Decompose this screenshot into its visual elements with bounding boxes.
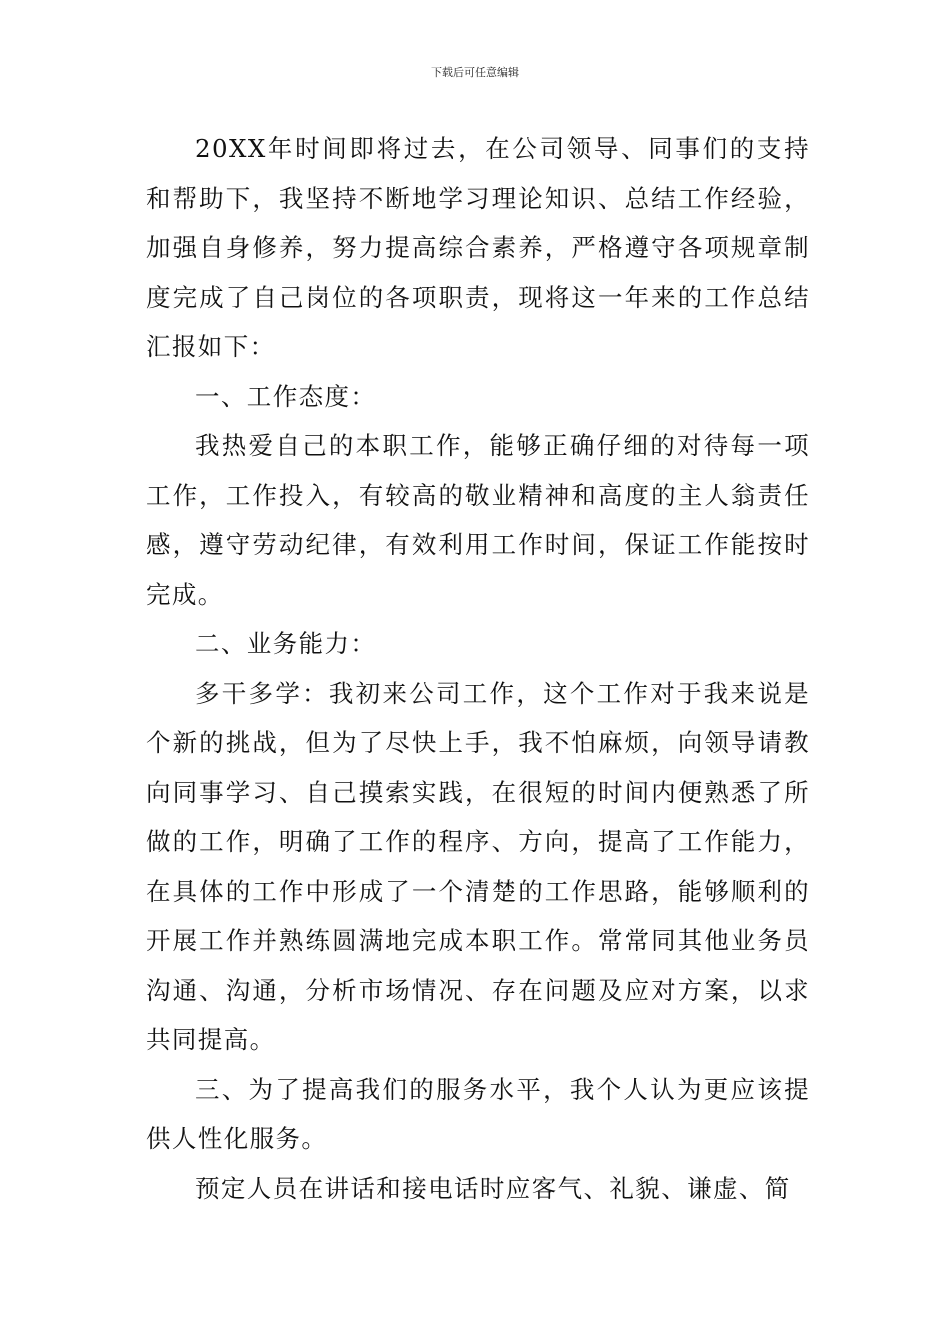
document-body — [146, 124, 810, 1213]
section-heading-business-ability: 二、业务能力： — [195, 629, 377, 658]
section-heading-service: 三、为了提高我们的服务水平，我个人认为更应该提供人性化服务。 — [146, 1074, 810, 1153]
page-header-note: 下载后可任意编辑 — [431, 66, 519, 79]
work-attitude-paragraph: 我热爱自己的本职工作，能够正确仔细的对待每一项工作，工作投入，有较高的敬业精神和高度的主人翁责任感，遵守劳动纪律，有效利用工作时间，保证工作能按时完成。 — [146, 431, 810, 609]
intro-paragraph: 20XX年时间即将过去，在公司领导、同事们的支持和帮助下，我坚持不断地学习理论知识、总结工作经验，加强自身修养，努力提高综合素养，严格遵守各项规章制度完成了自己岗位的各项职责，现将这一年来的工作总结汇报如下： — [146, 134, 810, 361]
service-paragraph: 预定人员在讲话和接电话时应客气、礼貌、谦虚、简 — [195, 1173, 791, 1203]
section-heading-work-attitude: 一、工作态度： — [195, 381, 377, 411]
business-ability-paragraph: 多干多学：我初来公司工作，这个工作对于我来说是个新的挑战，但为了尽快上手，我不怕麻烦，向领导请教向同事学习、自己摸索实践，在很短的时间内便熟悉了所做的工作，明确了工作的程序、方向，提高了工作能力，在具体的工作中形成了一个清楚的工作思路，能够顺利的开展工作并熟练圆满地完成本职工作。常常同其他业务员沟通、沟通，分析市场情况、存在问题及应对方案，以求共同提高。 — [146, 678, 810, 1054]
